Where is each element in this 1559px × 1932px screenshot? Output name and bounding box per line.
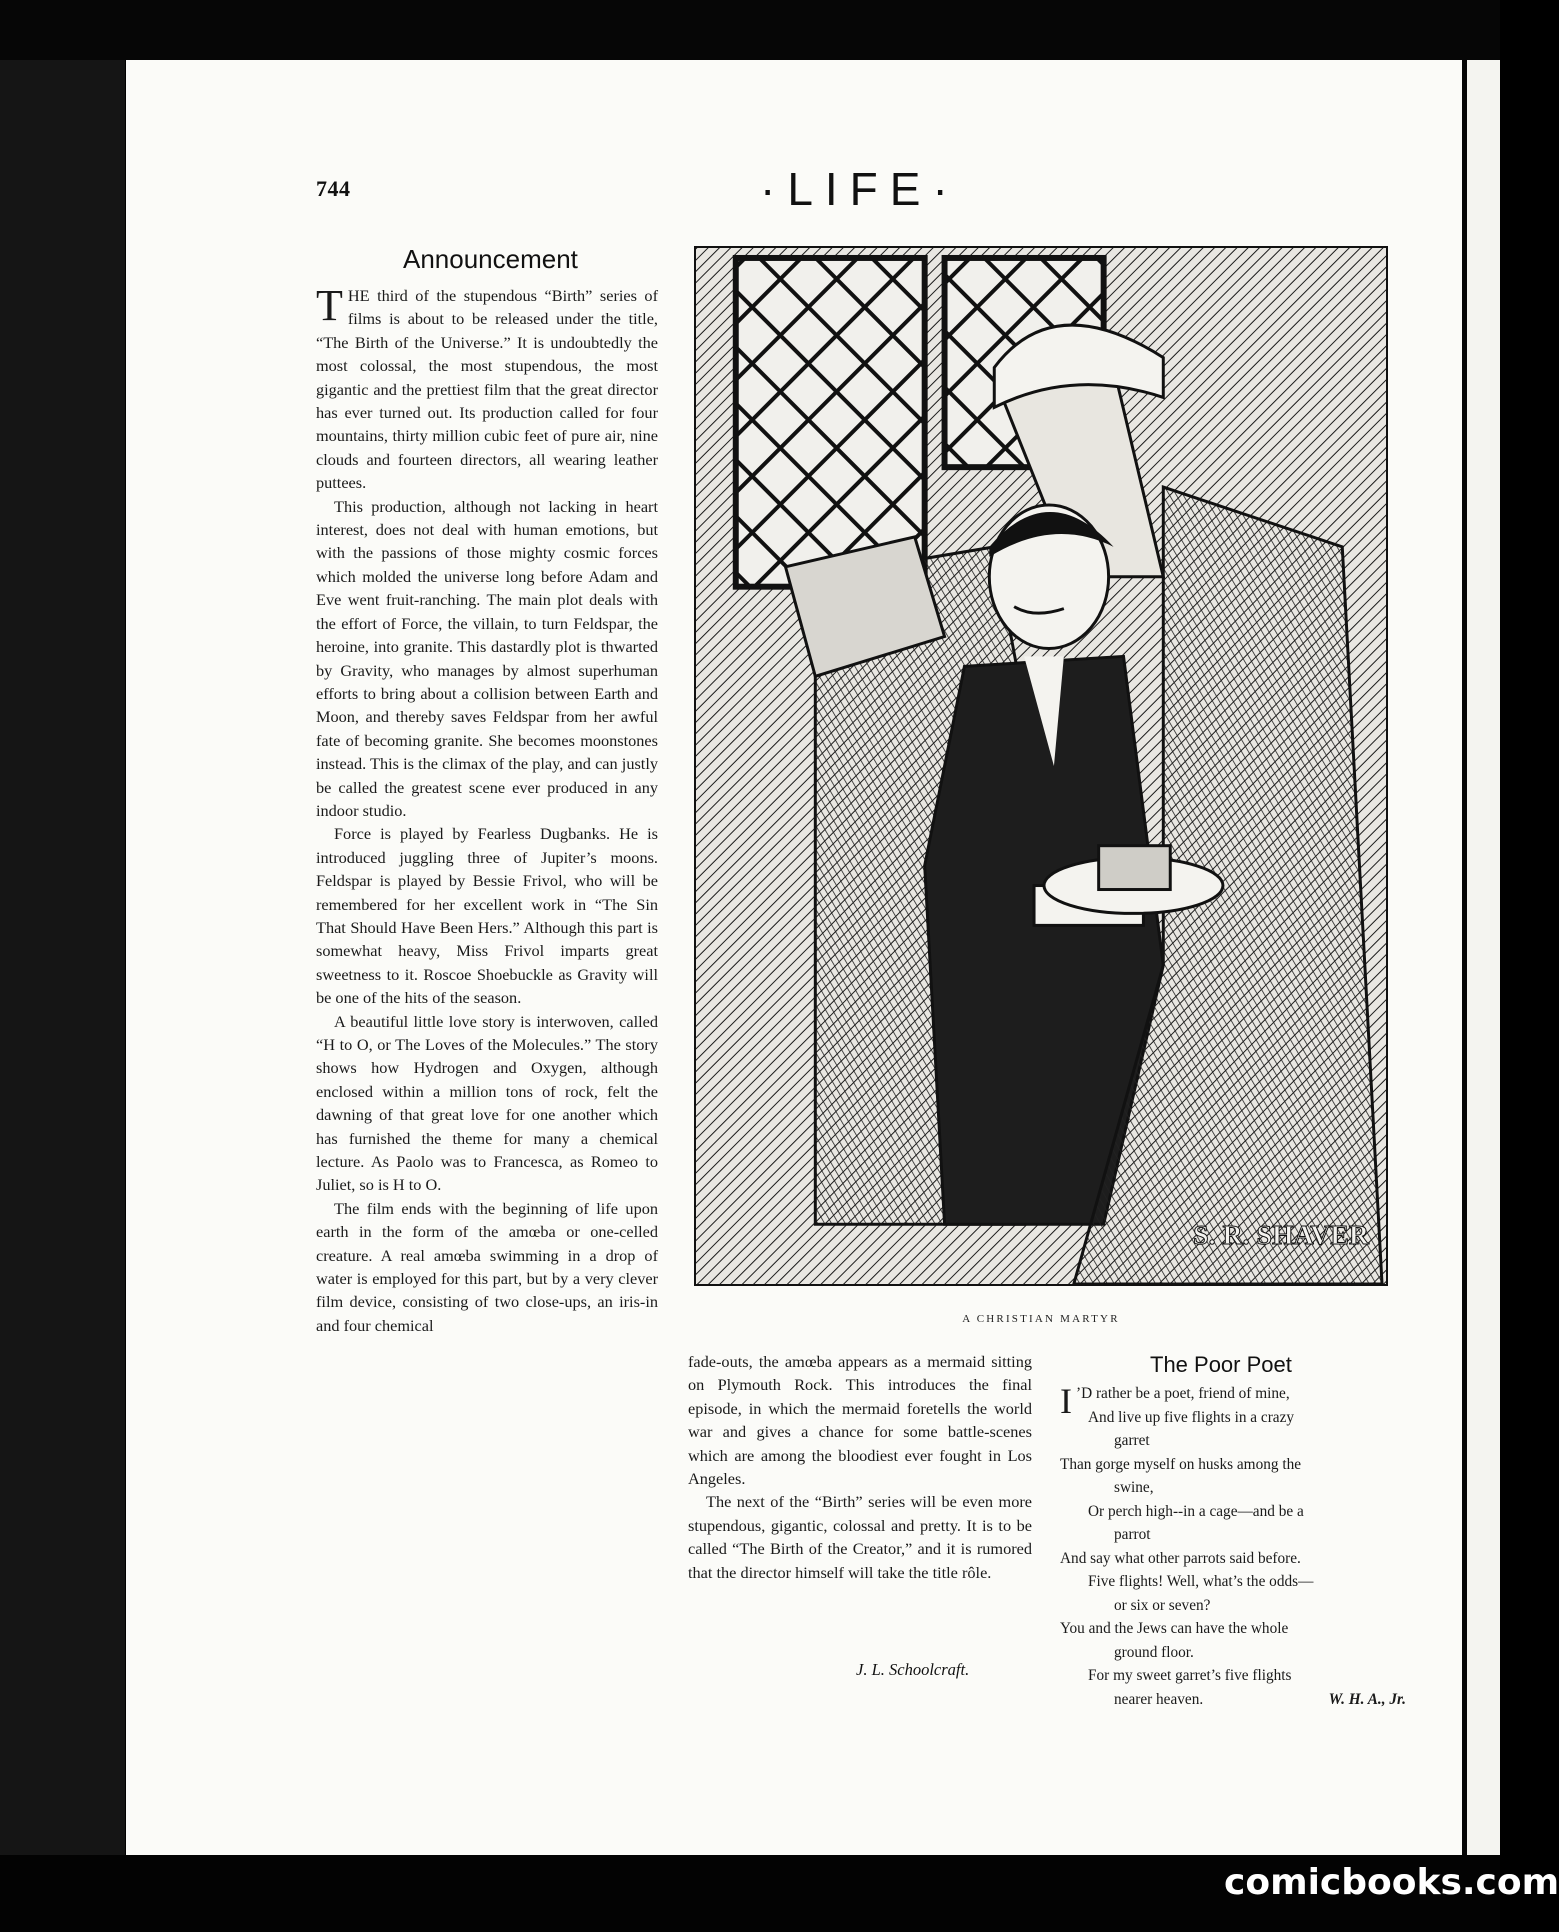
poem-title: The Poor Poet: [1150, 1352, 1292, 1377]
poem-line: I ’D rather be a poet, friend of mine,: [1060, 1381, 1290, 1421]
page-number: 744: [316, 176, 351, 201]
poem-line: ground floor.: [1114, 1643, 1194, 1661]
poem-dropcap: I: [1060, 1381, 1072, 1421]
poem-signoff: [1060, 1688, 1406, 1712]
announcement-column-1: [316, 281, 658, 1337]
announcement-column-2: [688, 1350, 1032, 1584]
lattice-window-left: [736, 258, 925, 587]
poem-last-line: nearer heaven.: [1114, 1690, 1204, 1708]
announcement-paragraph: A beautiful little love story is interwoven, called “H to O, or The Loves of the Molecules.” The story shows how Hydrogen and Oxygen, although enclosed within a million tons of rock, felt the dawning of that great love for one another which has furnished the theme for many a chemical lecture. As Paolo was to Francesca, as Romeo to Juliet, so is H to O.: [316, 1011, 658, 1195]
poem-line: And say what other parrots said before.: [1060, 1549, 1301, 1567]
scan-border-top: [0, 0, 1500, 60]
illustration-christian-martyr: [694, 246, 1388, 1286]
poem-line: or six or seven?: [1114, 1596, 1211, 1614]
announcement-paragraph: The film ends with the beginning of life upon earth in the form of the amœba or one-celled creature. A real amœba swimming in a drop of water is employed for this part, but by a very clever film device, consisting of two close-ups, an iris-in and four chemical: [316, 1198, 658, 1335]
masthead: ·LIFE·: [760, 163, 960, 215]
poem-the-poor-poet: [1060, 1382, 1406, 1711]
announcement-paragraph: fade-outs, the amœba appears as a mermaid sitting on Plymouth Rock. This introduces the final episode, in which the mermaid foretells the world war and gives a chance for some battle-scenes which are among the bloodiest ever fought in Los Angeles.: [688, 1352, 1032, 1489]
illustration-caption: A CHRISTIAN MARTYR: [962, 1313, 1120, 1325]
announcement-paragraph: The next of the “Birth” series will be even more stupendous, gigantic, colossal and pretty. It is to be called “The Birth of the Creator,” and it is rumored that the director himself will take the title rôle.: [688, 1492, 1032, 1582]
announcement-paragraph: Force is played by Fearless Dugbanks. He is introduced juggling three of Jupiter’s moons. Feldspar is played by Bessie Frivol, who will be remembered for her excellent work in “The Sin That Should Have Been Hers.” Although this part is somewhat heavy, Miss Frivol imparts great sweetness to it. Roscoe Shoebuckle as Gravity will be one of the hits of the season.: [316, 824, 658, 1008]
site-watermark[interactable]: comicbooks.com: [1224, 1862, 1559, 1903]
poem-line: And live up five flights in a crazy: [1088, 1408, 1295, 1426]
poem-line: Or perch high--in a cage—and be a: [1088, 1502, 1304, 1520]
poem-line: parrot: [1114, 1526, 1151, 1543]
announcement-paragraph: This production, although not lacking in heart interest, does not deal with human emotions, but with the passions of those mighty cosmic forces which molded the universe long before Adam and Eve went fruit-ranching. The main plot deals with the effort of Force, the villain, to turn Feldspar, the heroine, into granite. This dastardly plot is thwarted by Gravity, who manages by almost superhuman efforts to bring about a collision between Earth and Moon, and thereby saves Feldspar from her awful fate of becoming granite. She becomes moonstones instead. This is the climax of the play, and can justly be called the greatest scene ever produced in any indoor studio.: [316, 496, 658, 820]
poem-line: For my sweet garret’s five flights: [1088, 1667, 1292, 1684]
dropcap: T: [316, 281, 343, 330]
pen-drawing: [696, 248, 1386, 1284]
next-page-strip: [1467, 60, 1500, 1855]
announcement-paragraph: THE third of the stupendous “Birth” series of films is about to be released under the title, “The Birth of the Universe.” It is undoubtedly the most colossal, the most stupendous, the most gigantic and the prettiest film that the great director has ever turned out. Its production called for four mountains, thirty million cubic feet of pure air, nine clouds and fourteen directors, all wearing leather puttees.: [316, 281, 658, 493]
poem-line: swine,: [1114, 1479, 1154, 1496]
poem-line: garret: [1114, 1432, 1150, 1449]
announcement-author: J. L. Schoolcraft.: [856, 1660, 970, 1679]
artist-signature: S. R. SHAVER: [1193, 1220, 1369, 1252]
poem-line: Five flights! Well, what’s the odds—: [1088, 1573, 1314, 1590]
poem-line: You and the Jews can have the whole: [1060, 1620, 1289, 1637]
announcement-title: Announcement: [403, 244, 578, 274]
hat-crown: [1099, 846, 1171, 890]
scan-border-left: [0, 0, 125, 1932]
poem-line: Than gorge myself on husks among the: [1060, 1455, 1302, 1473]
poem-author: W. H. A., Jr.: [1328, 1690, 1406, 1708]
